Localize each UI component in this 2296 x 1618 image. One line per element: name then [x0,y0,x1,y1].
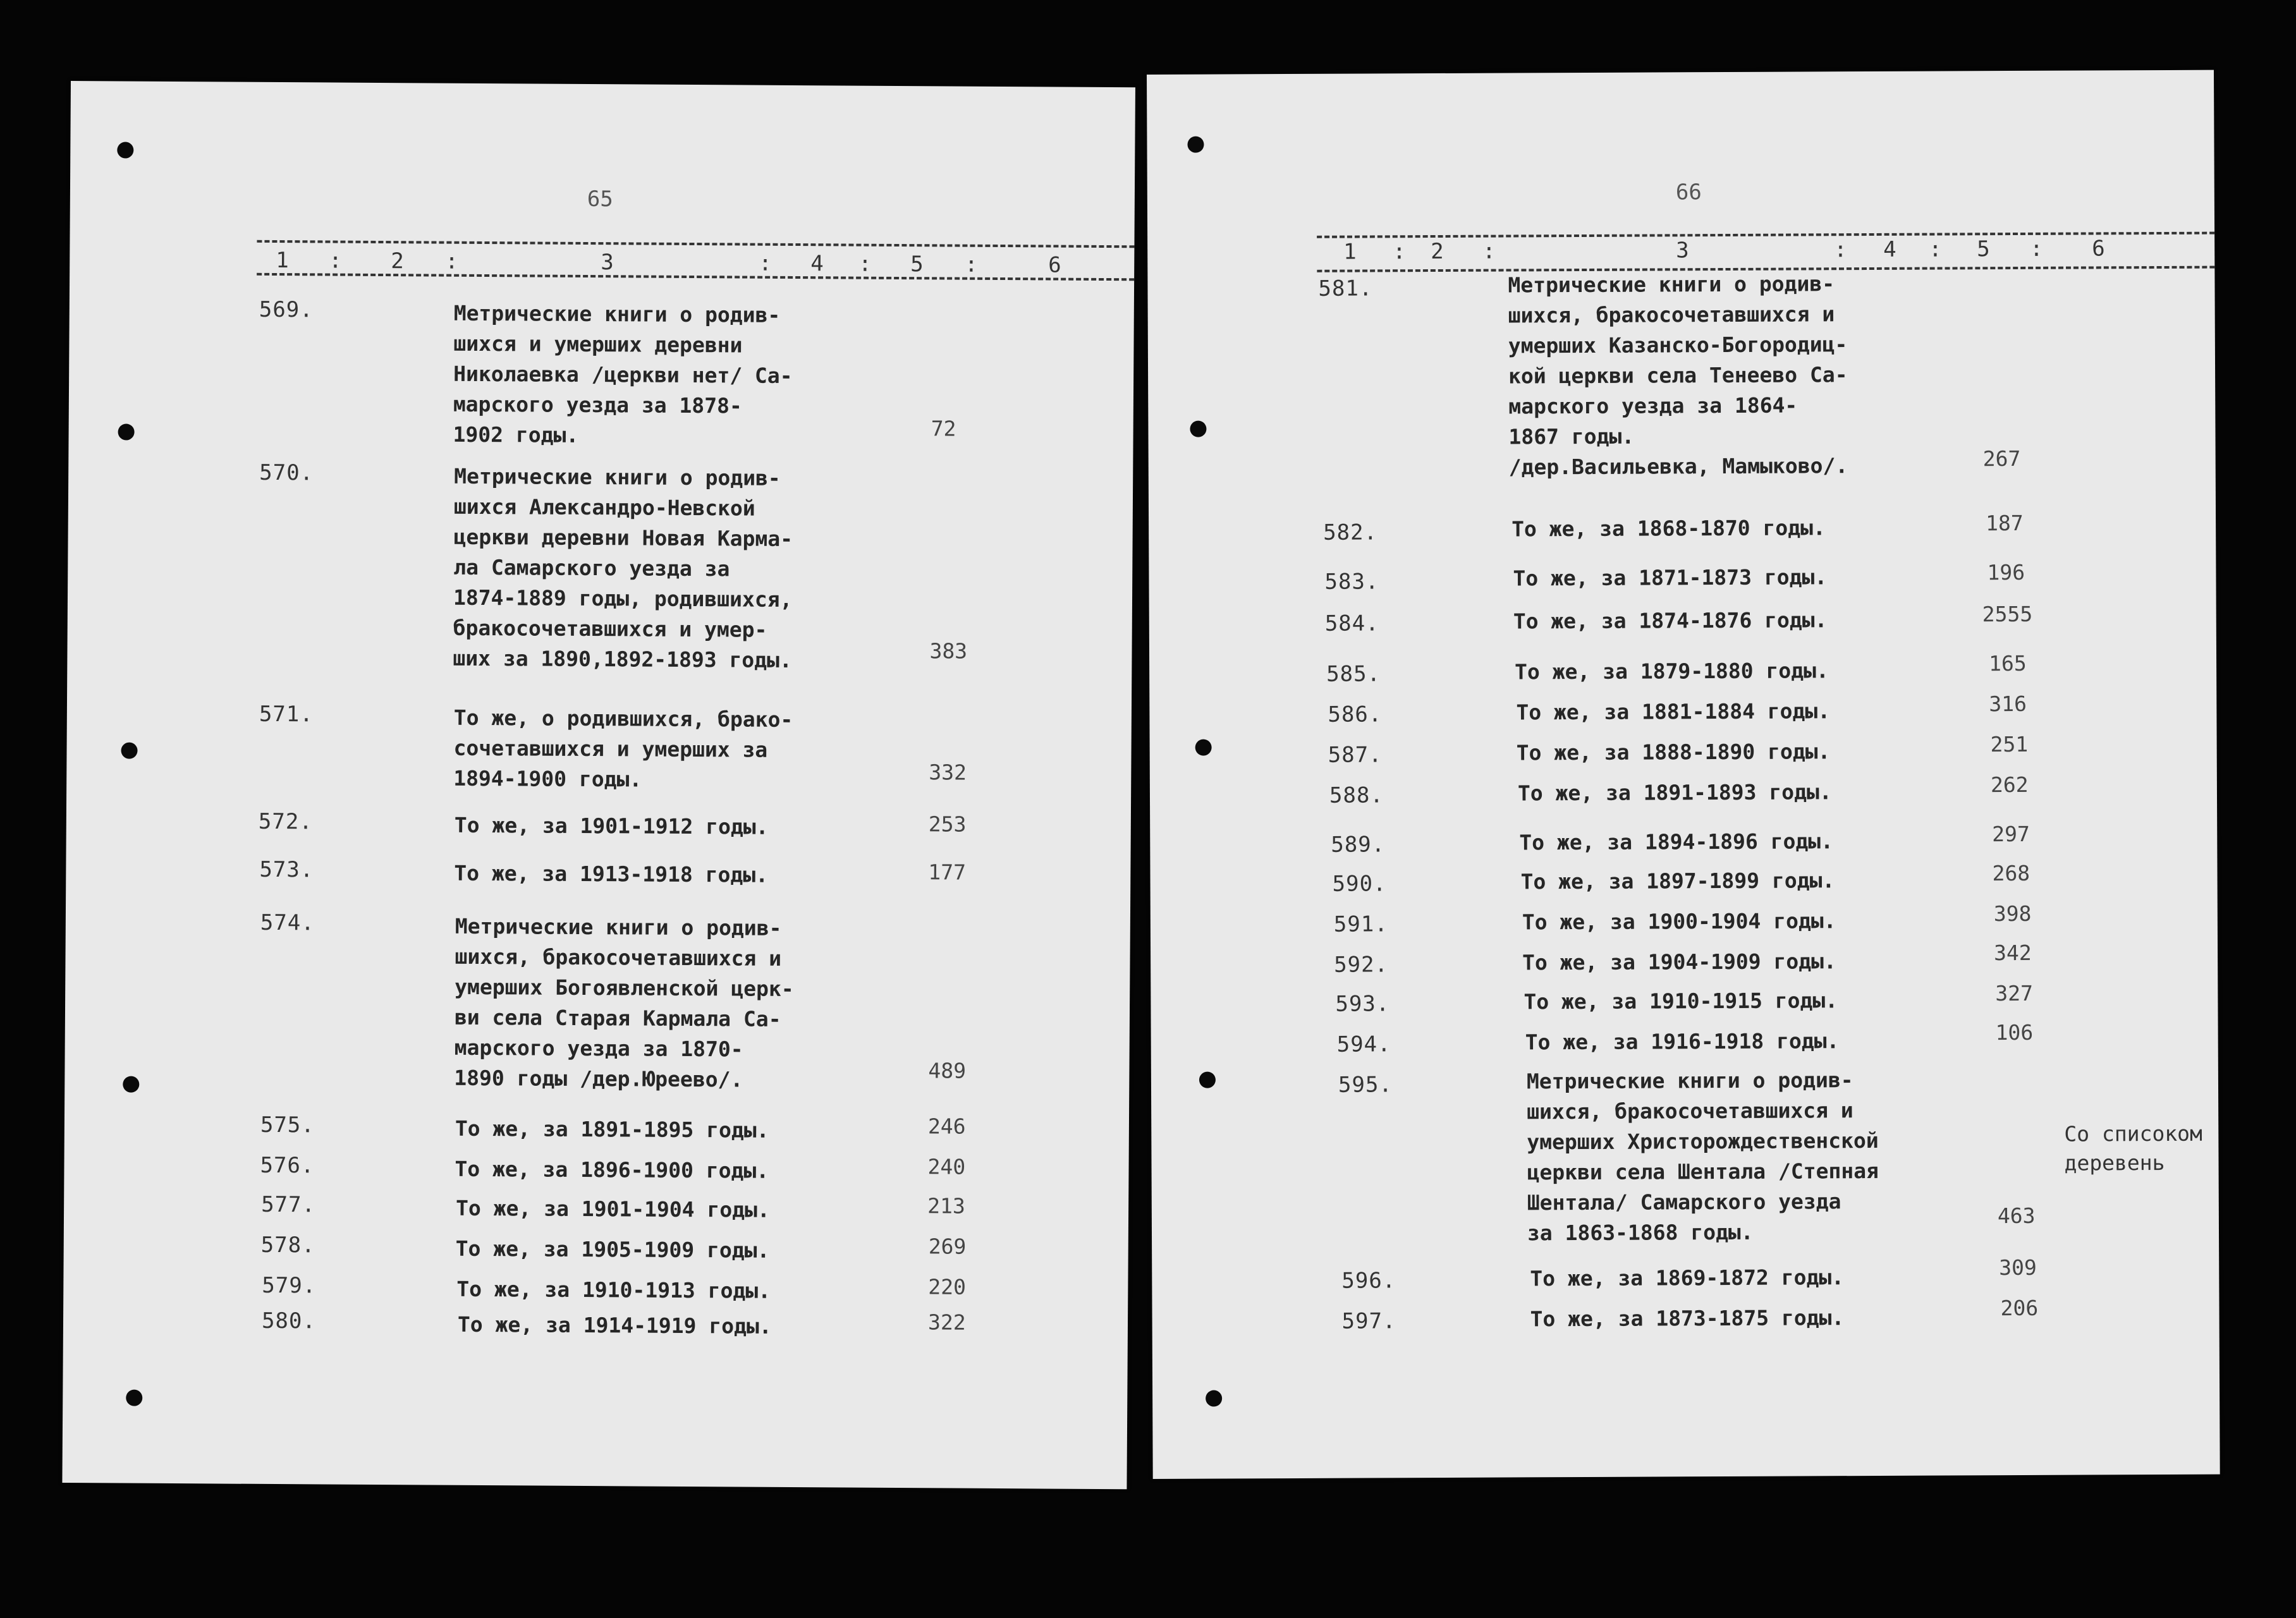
entry-number: 594. [1336,1031,1391,1057]
entry-description: То же, за 1871-1873 годы. [1513,564,1828,591]
header-rule-top [257,240,1134,248]
entry-description: То же, за 1904-1909 годы. [1522,949,1836,975]
entry-number: 575. [260,1112,315,1138]
entry-number: 571. [259,701,314,727]
column-header: 5 [1977,236,1990,262]
entry-number: 573. [259,856,314,883]
archive-page-66 [1147,70,2220,1479]
column-header: 3 [1676,238,1689,264]
entry-description: То же, за 1868-1870 годы. [1511,515,1826,542]
page-number: 65 [587,186,613,212]
entry-description: То же, за 1914-1919 годы. [457,1311,772,1339]
entry-description: То же, за 1913-1918 годы. [454,860,769,887]
punch-hole [126,1390,142,1406]
entry-number: 583. [1324,569,1379,595]
entry-number: 582. [1323,520,1378,545]
entry-number: 580. [261,1308,317,1334]
punch-hole [117,142,133,158]
column-separator: : [1482,238,1496,264]
entry-count: 398 [1993,901,2032,927]
entry-note: Со списоком деревень [2064,1121,2202,1176]
entry-description: Метрические книги о родив- шихся, бракосочетавшихся и умерших Богоявленской церк- ви села Старая Кармала Са- марского уезда за 1870- 1890 годы /дер.Юреево/. [454,913,794,1092]
column-header: 2 [391,248,404,274]
entry-number: 590. [1332,871,1387,897]
punch-hole [1187,137,1204,153]
column-header: 3 [601,250,614,276]
punch-hole [1206,1390,1222,1407]
entry-number: 572. [258,808,313,835]
entry-count: 72 [931,416,956,441]
entry-description: То же, за 1879-1880 годы. [1515,658,1829,684]
entry-count: 327 [1995,980,2034,1006]
entry-number: 587. [1328,742,1383,768]
entry-count: 246 [927,1114,966,1139]
column-header: 5 [910,252,924,277]
header-rule-bottom [257,273,1134,281]
entry-number: 570. [259,459,314,486]
entry-count: 2555 [1982,601,2033,627]
entry-number: 592. [1334,952,1389,978]
entry-description: То же, за 1891-1895 годы. [455,1116,769,1143]
column-header: 2 [1431,238,1444,265]
column-header: 6 [1048,252,1061,278]
entry-description: Метрические книги о родив- шихся, бракосочетавшихся и умерших Казанско-Богородиц- кой церкви села Тенеево Са- марского уезда за 1864- 1867 годы. /дер.Васильевка, Мамыково/. [1508,271,1848,480]
entry-number: 586. [1328,702,1383,727]
entry-count: 187 [1986,510,2024,536]
header-rule-top [1317,232,2214,238]
archive-page-65 [62,81,1135,1489]
entry-count: 322 [927,1310,966,1335]
entry-count: 489 [928,1058,967,1083]
entry-description: То же, за 1900-1904 годы. [1522,908,1836,935]
entry-number: 597. [1341,1308,1396,1334]
punch-hole [1190,421,1206,437]
punch-hole [121,743,137,759]
entry-description: То же, за 1910-1913 годы. [456,1276,771,1303]
entry-number: 574. [260,909,315,936]
column-separator: : [1393,239,1406,265]
punch-hole [123,1076,139,1093]
entry-number: 576. [260,1152,315,1179]
column-separator: : [1929,236,1942,262]
entry-count: 196 [1987,559,2025,585]
punch-hole [1195,739,1212,756]
column-separator: : [2030,236,2043,262]
entry-count: 267 [1982,446,2021,471]
entry-description: То же, за 1881-1884 годы. [1516,698,1831,725]
column-separator: : [329,248,342,274]
entry-number: 588. [1329,782,1384,808]
entry-count: 268 [1992,860,2030,886]
entry-count: 332 [929,760,967,785]
entry-number: 589. [1331,832,1386,858]
entry-description: Метрические книги о родив- шихся Александро-Невской церкви деревни Новая Карма- ла Самарского уезда за 1874-1889 годы, родившихся, бракосочетавшихся и умер- ших за 1890,1892-1893 годы. [453,463,793,672]
entry-count: 297 [1992,821,2030,847]
entry-count: 342 [1993,940,2032,966]
entry-count: 240 [927,1154,966,1179]
entry-count: 309 [1999,1255,2037,1280]
entry-number: 569. [259,296,314,323]
entry-description: То же, за 1896-1900 годы. [455,1156,769,1183]
entry-count: 269 [928,1234,967,1259]
entry-count: 220 [928,1274,967,1299]
column-separator: : [965,252,978,277]
entry-description: То же, за 1901-1904 годы. [455,1195,770,1222]
entry-description: Метрические книги о родив- шихся и умерших деревни Николаевка /церкви нет/ Са- марского уезда за 1878- 1902 годы. [453,300,793,447]
entry-description: То же, за 1869-1872 годы. [1530,1265,1845,1291]
entry-description: То же, за 1916-1918 годы. [1525,1028,1840,1055]
entry-count: 253 [928,812,967,837]
entry-number: 585. [1326,661,1381,687]
column-separator: : [1834,237,1847,263]
entry-count: 213 [927,1193,965,1219]
column-header: 6 [2092,236,2105,262]
entry-count: 177 [928,860,967,885]
entry-description: То же, за 1894-1896 годы. [1519,829,1834,855]
column-header: 4 [810,251,824,277]
column-separator: : [445,248,458,274]
entry-description: То же, за 1897-1899 годы. [1520,868,1835,894]
entry-count: 251 [1990,731,2029,757]
entry-description: То же, за 1888-1890 годы. [1516,739,1831,765]
entry-number: 591. [1333,911,1388,937]
entry-count: 206 [2000,1295,2039,1321]
entry-description: Метрические книги о родив- шихся, бракосочетавшихся и умерших Христорождественской церкви села Шентала /Степная Шентала/ Самарского уезда за 1863-1868 годы. [1526,1068,1879,1246]
column-header: 1 [1343,239,1357,265]
punch-hole [118,423,135,440]
entry-number: 579. [262,1272,317,1299]
column-header: 4 [1883,236,1896,262]
entry-number: 577. [261,1191,316,1218]
entry-number: 593. [1335,991,1390,1017]
page-number: 66 [1675,179,1702,205]
entry-description: То же, за 1910-1915 годы. [1524,988,1838,1014]
entry-description: То же, за 1905-1909 годы. [455,1236,770,1263]
entry-count: 316 [1989,691,2027,717]
entry-number: 581. [1318,276,1373,301]
entry-description: То же, о родившихся, бракo- сочетавшихся и умерших за 1894-1900 годы. [453,705,793,792]
punch-hole [1199,1072,1216,1088]
column-separator: : [759,250,772,276]
entry-count: 463 [1997,1203,2036,1229]
column-separator: : [858,251,872,277]
entry-count: 383 [929,638,968,664]
entry-number: 578. [260,1232,315,1258]
entry-number: 596. [1341,1268,1396,1294]
entry-count: 106 [1995,1019,2034,1045]
entry-count: 165 [1988,650,2027,676]
column-header: 1 [276,247,289,274]
entry-description: То же, за 1873-1875 годы. [1530,1305,1845,1332]
entry-number: 595. [1338,1072,1393,1098]
entry-description: То же, за 1874-1876 годы. [1513,607,1828,634]
entry-description: То же, за 1901-1912 годы. [454,812,769,839]
entry-number: 584. [1324,611,1379,636]
entry-description: То же, за 1891-1893 годы. [1517,779,1832,806]
entry-count: 262 [1990,772,2029,798]
